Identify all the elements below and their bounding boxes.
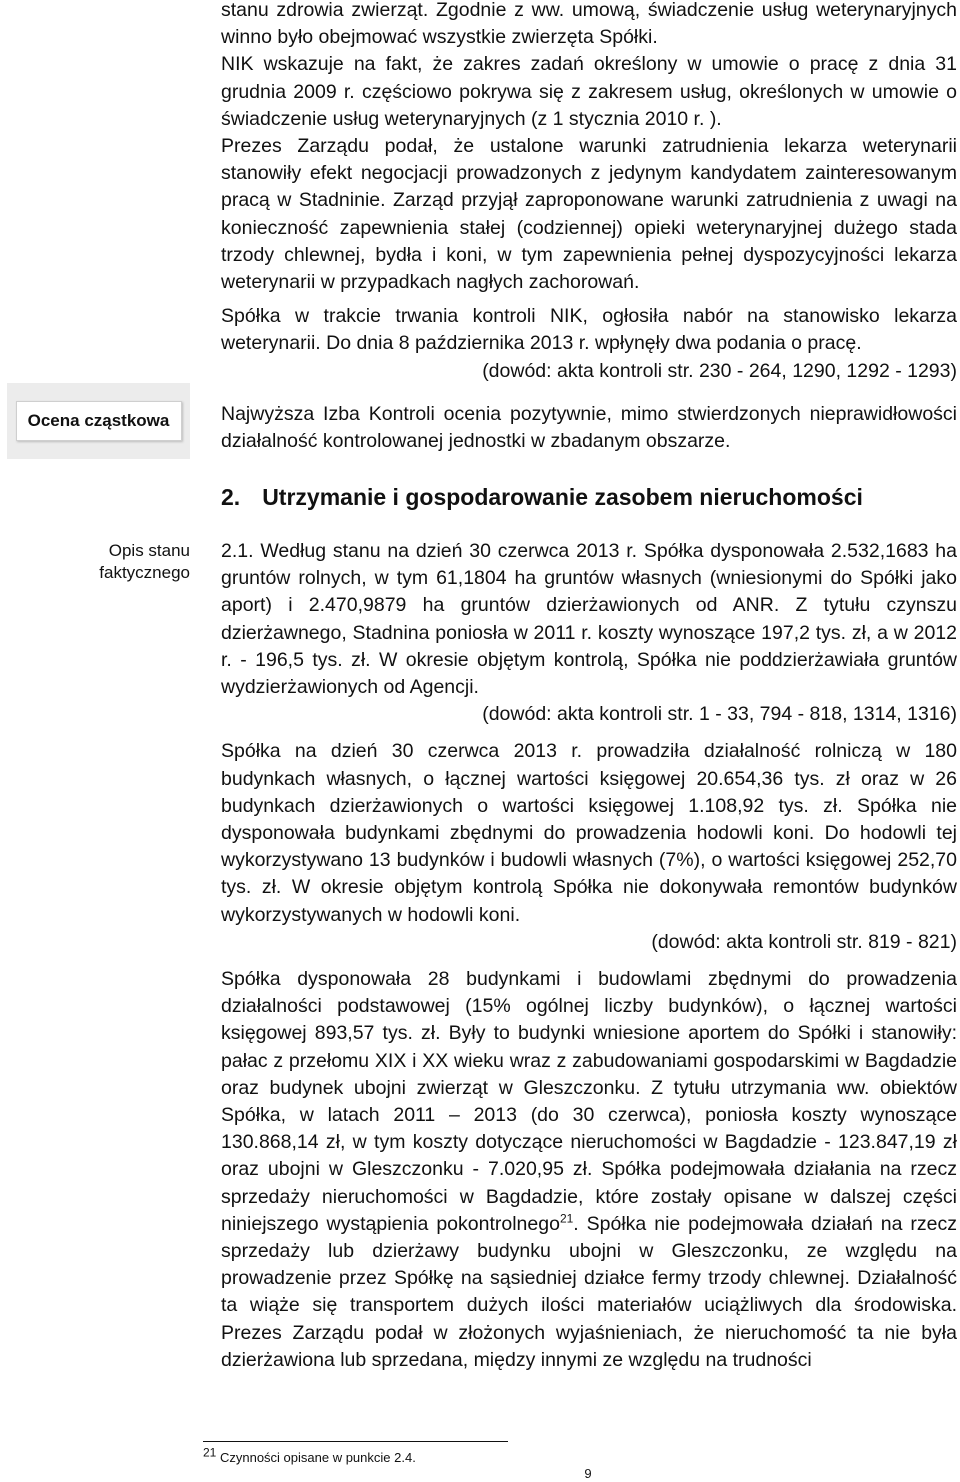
- evidence-reference: (dowód: akta kontroli str. 1 - 33, 794 - 818, 1314, 1316): [482, 703, 957, 726]
- paragraph-text-part1: Spółka dysponowała 28 budynkami i budowlami zbędnymi do prowadzenia działalności podstawowej (15% ogólnej liczby budynków), o łącznej wartości księgowej 893,57 tys. zł. Były to budynki wniesione aportem do Spółki i stanowiły: pałac z przełomu XIX i XX wieku wraz z zabudowaniami gospodarskimi w Bagdadzie oraz budynek ubojni zwierząt w Gleszczonku. Z tytułu utrzymania ww. obiektów Spółka, w latach 2011 – 2013 (do 30 czerwca), poniosła koszty wynoszące 130.868,14 zł, w tym koszty dotyczące nieruchomości w Bagdadzie - 123.847,19 zł oraz ubojni w Gleszczonku - 7.020,95 zł. Spółka podejmowała działania na rzecz sprzedaży nieruchomości w Bagdadzie, które zostały opisane w dalszej części niniejszego wystąpienia pokontrolnego: [221, 968, 957, 1235]
- section-heading: [221, 484, 863, 511]
- assessment-paragraph: Najwyższa Izba Kontroli ocenia pozytywnie, mimo stwierdzonych nieprawidłowości działalność kontrolowanej jednostki w zbadanym obszarze.: [221, 403, 957, 453]
- partial-assessment-box: [7, 383, 190, 459]
- paragraph-buildings: Spółka na dzień 30 czerwca 2013 r. prowadziła działalność rolniczą w 180 budynkach własnych, o łącznej wartości księgowej 20.654,36 tys. zł oraz w 26 budynkach dzierżawionych o wartości księgowej 1.108,92 tys. zł. Spółka nie dysponowała budynkami zbędnymi do prowadzenia hodowli koni. Do hodowli tej wykorzystywano 13 budynków i budowli własnych (7%), o wartości księgowej 252,70 tys. zł. W okresie objętym kontrolą Spółka nie dokonywała remontów budynków wykorzystywanych w hodowli koni.: [221, 740, 957, 926]
- footnote-number: 21: [203, 1445, 217, 1460]
- paragraph-redundant-buildings: [221, 966, 957, 1374]
- evidence-reference: (dowód: akta kontroli str. 819 - 821): [651, 930, 957, 953]
- paragraph-animal-health: stanu zdrowia zwierząt. Zgodnie z ww. umową, świadczenie usług weterynaryjnych winno było obejmować wszystkie zwierzęta Spółki.: [221, 0, 957, 49]
- facts-block: [221, 538, 957, 1374]
- footnote-reference[interactable]: 21: [559, 1211, 574, 1226]
- top-text-block: [221, 0, 957, 385]
- facts-description-label: Opis stanu faktycznego: [99, 541, 190, 582]
- partial-assessment-label: Ocena cząstkowa: [16, 401, 182, 441]
- page-number: 9: [584, 1466, 592, 1481]
- section-title: Utrzymanie i gospodarowanie zasobem nieruchomości: [262, 484, 863, 510]
- footnote-text: Czynności opisane w punkcie 2.4.: [216, 1450, 416, 1465]
- section-number: 2.: [221, 484, 241, 510]
- paragraph-land: 2.1. Według stanu na dzień 30 czerwca 2013 r. Spółka dysponowała 2.532,1683 ha gruntów rolnych, w tym 61,1804 ha gruntów własnych (wniesionymi do Spółki jako aport) i 2.470,9879 ha gruntów dzierżawionych od ANR. Z tytułu czynszu dzierżawnego, Stadnina poniosła w 2011 r. koszty wynoszące 197,2 tys. zł, a w 2012 r. - 196,5 tys. zł. W okresie objętym kontrolą, Spółka nie poddzierżawiała gruntów wydzierżawionych od Agencji.: [221, 540, 957, 699]
- paragraph-nik-scope: NIK wskazuje na fakt, że zakres zadań określony w umowie o pracę z dnia 31 grudnia 2009 r. częściowo pokrywa się z zakresem usług, określonych w umowie o świadczenie usług weterynaryjnych (z 1 stycznia 2010 r. ).: [221, 53, 957, 130]
- footnote: [203, 1445, 416, 1466]
- footnote-divider: [203, 1441, 508, 1442]
- assessment-block: [221, 401, 957, 455]
- paragraph-recruitment: Spółka w trakcie trwania kontroli NIK, ogłosiła nabór na stanowisko lekarza weterynarii. Do dnia 8 października 2013 r. wpłynęły dwa podania o pracę.: [221, 305, 957, 355]
- paragraph-board-president: Prezes Zarządu podał, że ustalone warunki zatrudnienia lekarza weterynarii stanowiły efekt negocjacji prowadzonych z jedynym kandydatem zainteresowanym pracą w Stadninie. Zarząd przyjął zaproponowane warunki zatrudnienia z uwagi na konieczność zapewnienia stałej (codziennej) opieki weterynaryjnej dużego stada trzody chlewnej, bydła i koni, w tym zapewnienia pełnej dyspozycyjności lekarza weterynarii w przypadkach nagłych zachorowań.: [221, 135, 957, 294]
- evidence-reference: (dowód: akta kontroli str. 230 - 264, 1290, 1292 - 1293): [482, 359, 957, 382]
- paragraph-text-part2: . Spółka nie podejmowała działań na rzecz sprzedaży lub dzierżawy budynku ubojni w Gleszczonku, ze względu na prowadzenie przez Spółkę na sąsiedniej działce fermy trzody chlewnej. Działalność ta wiąże się transportem dużych ilości materiałów uciążliwych dla środowiska. Prezes Zarządu podał w złożonych wyjaśnieniach, że nieruchomość ta nie była dzierżawiona lub sprzedana, między innymi ze względu na trudności: [221, 1212, 957, 1371]
